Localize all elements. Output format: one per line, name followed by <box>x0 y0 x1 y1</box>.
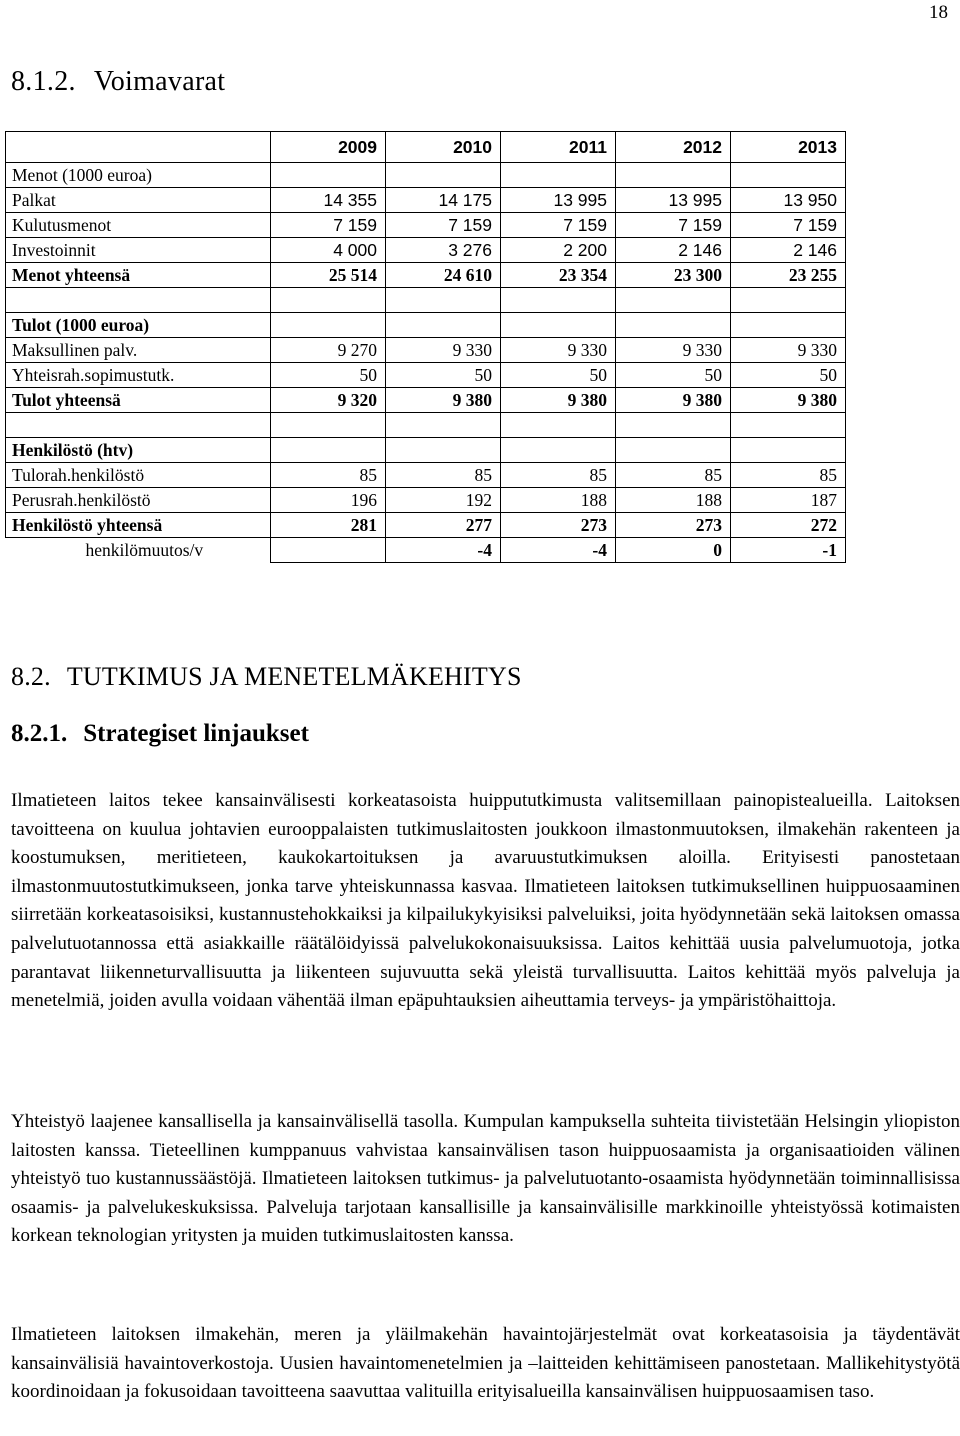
row-label: henkilömuutos/v <box>6 538 271 563</box>
table-cell: 85 <box>271 463 386 488</box>
costs-heading: Menot (1000 euroa) <box>6 163 271 188</box>
table-cell: 13 995 <box>616 188 731 213</box>
table-cell: 9 330 <box>501 338 616 363</box>
table-row <box>6 188 846 213</box>
table-cell: 9 380 <box>616 388 731 413</box>
table-cell: 23 354 <box>501 263 616 288</box>
table-cell: -4 <box>386 538 501 563</box>
table-row <box>6 488 846 513</box>
table-cell: 192 <box>386 488 501 513</box>
table-row <box>6 338 846 363</box>
subsection-number: 8.2.1. <box>11 720 68 747</box>
table-cell: 14 175 <box>386 188 501 213</box>
income-heading-row <box>6 313 846 338</box>
subsection-heading <box>11 720 309 748</box>
row-label: Investoinnit <box>6 238 271 263</box>
row-label: Perusrah.henkilöstö <box>6 488 271 513</box>
table-cell: 277 <box>386 513 501 538</box>
table-cell: 85 <box>616 463 731 488</box>
table-row <box>6 363 846 388</box>
section-title: TUTKIMUS JA MENETELMÄKEHITYS <box>66 662 522 691</box>
row-label: Palkat <box>6 188 271 213</box>
year-header: 2012 <box>616 132 731 163</box>
paragraph: Ilmatieteen laitoksen ilmakehän, meren ja yläilmakehän havaintojärjestelmät ovat korkeatasoisia ja täydentävät kansainvälisiä havaintoverkostoja. Uusien havaintomenetelmien ja –laitteiden kehittämiseen panostetaan. Mallikehitystyötä koordinoidaan ja fokusoidaan tavoitteena saavuttaa valituilla erityisalueilla kansainvälisen huippuosaamisen taso. <box>11 1324 960 1403</box>
table-cell: 2 146 <box>616 238 731 263</box>
year-header: 2011 <box>501 132 616 163</box>
section-heading <box>11 66 225 98</box>
table-cell: 281 <box>271 513 386 538</box>
table-cell: 273 <box>616 513 731 538</box>
table-row <box>6 463 846 488</box>
table-cell: 50 <box>501 363 616 388</box>
income-total-row <box>6 388 846 413</box>
table-cell: 50 <box>271 363 386 388</box>
table-cell: 13 950 <box>731 188 846 213</box>
row-label: Yhteisrah.sopimustutk. <box>6 363 271 388</box>
table-cell <box>271 538 386 563</box>
subsection-title: Strategiset linjaukset <box>83 720 309 747</box>
table-cell: 9 330 <box>616 338 731 363</box>
table-row <box>6 213 846 238</box>
section-heading-2 <box>11 662 522 692</box>
table-header-row <box>6 132 846 163</box>
table-cell: 85 <box>501 463 616 488</box>
table-cell: 7 159 <box>501 213 616 238</box>
header-empty-cell <box>6 132 271 163</box>
table-cell: 272 <box>731 513 846 538</box>
table-cell: 25 514 <box>271 263 386 288</box>
staff-heading: Henkilöstö (htv) <box>6 438 271 463</box>
row-label: Tulorah.henkilöstö <box>6 463 271 488</box>
table-cell: 9 380 <box>501 388 616 413</box>
year-header: 2010 <box>386 132 501 163</box>
table-cell: 4 000 <box>271 238 386 263</box>
table-cell: 85 <box>731 463 846 488</box>
spacer-row <box>6 413 846 438</box>
table-cell: 0 <box>616 538 731 563</box>
table-cell: 188 <box>501 488 616 513</box>
paragraph: Ilmatieteen laitos tekee kansainvälisesti korkeatasoista huippututkimusta valitsemillaan painopistealueilla. Laitoksen tavoitteena on kuulua johtavien eurooppalaisten tutkimuslaitosten joukkoon ilmastonmuutoksen, ilmakehän rakenteen ja koostumuksen, meritieteen, kaukokartoituksen ja avaruustutkimuksen aloilla. Erityisesti panostetaan ilmastonmuutostutkimukseen, jonka tarve yhteiskunnassa kasvaa. Ilmatieteen laitoksen tutkimuksellinen huippuosaaminen siirretään korkeatasoisiksi, kustannustehokkaiksi ja kilpailukykyisiksi palveluiksi, joita hyödynnetään sekä laitoksen omassa palvelutuotannossa että asiakkaille räätälöidyissä palvelukokonaisuuksissa. Laitos kehittää uusia palvelumuotoja, jotka parantavat liikenneturvallisuutta ja liikenteen sujuvuutta sekä yleistä turvallisuutta. Laitos kehittää myös palveluja ja menetelmiä, joiden avulla voidaan vähentää ilman epäpuhtauksien aiheuttamia terveys- ja ympäristöhaittoja. <box>11 790 960 1012</box>
table-cell: 9 380 <box>386 388 501 413</box>
table-cell: 196 <box>271 488 386 513</box>
table-cell: 187 <box>731 488 846 513</box>
table-cell: 9 330 <box>386 338 501 363</box>
table-cell: 3 276 <box>386 238 501 263</box>
table-cell: -4 <box>501 538 616 563</box>
resources-table <box>5 131 846 563</box>
table-cell: 7 159 <box>271 213 386 238</box>
costs-heading-row <box>6 163 846 188</box>
table-cell: 9 320 <box>271 388 386 413</box>
spacer-row <box>6 288 846 313</box>
section-title: Voimavarat <box>93 66 226 97</box>
table-cell: 50 <box>731 363 846 388</box>
costs-total-row <box>6 263 846 288</box>
staff-heading-row <box>6 438 846 463</box>
table-cell: 50 <box>386 363 501 388</box>
table-cell: 7 159 <box>386 213 501 238</box>
table-cell: 2 146 <box>731 238 846 263</box>
table-cell: 2 200 <box>501 238 616 263</box>
table-cell: 9 380 <box>731 388 846 413</box>
year-header: 2009 <box>271 132 386 163</box>
table-cell: 7 159 <box>616 213 731 238</box>
page-number: 18 <box>929 2 948 23</box>
year-header: 2013 <box>731 132 846 163</box>
table-cell: 13 995 <box>501 188 616 213</box>
table-cell: -1 <box>731 538 846 563</box>
staff-total-row <box>6 513 846 538</box>
row-label: Menot yhteensä <box>6 263 271 288</box>
staff-change-row <box>6 538 846 563</box>
row-label: Tulot yhteensä <box>6 388 271 413</box>
row-label: Maksullinen palv. <box>6 338 271 363</box>
table-cell: 7 159 <box>731 213 846 238</box>
section-number: 8.2. <box>11 662 51 691</box>
table-cell: 9 330 <box>731 338 846 363</box>
table-cell: 188 <box>616 488 731 513</box>
table-cell: 23 255 <box>731 263 846 288</box>
table-row <box>6 238 846 263</box>
row-label: Henkilöstö yhteensä <box>6 513 271 538</box>
table-cell: 273 <box>501 513 616 538</box>
table-cell: 23 300 <box>616 263 731 288</box>
table-cell: 85 <box>386 463 501 488</box>
table-cell: 14 355 <box>271 188 386 213</box>
section-number: 8.1.2. <box>11 66 76 97</box>
table-cell: 9 270 <box>271 338 386 363</box>
paragraph: Yhteistyö laajenee kansallisella ja kansainvälisellä tasolla. Kumpulan kampuksella suhteita tiivistetään Helsingin yliopiston laitosten kanssa. Tieteellinen kumppanuus vahvistaa kansainvälisen tason huippuosaamista ja organisaatioiden välinen yhteistyö tuo kustannussäästöjä. Ilmatieteen laitoksen tutkimus- ja palvelutuotanto-osaamista hyödynnetään toiminnallisissa osaamis- ja palvelukeskuksissa. Palveluja tarjotaan kansallisille ja kansainvälisille markkinoille yhteistyössä kotimaisten korkean teknologian yritysten ja muiden tutkimuslaitosten kanssa. <box>11 1111 960 1247</box>
row-label: Kulutusmenot <box>6 213 271 238</box>
table-cell: 50 <box>616 363 731 388</box>
income-heading: Tulot (1000 euroa) <box>6 313 271 338</box>
table-cell: 24 610 <box>386 263 501 288</box>
